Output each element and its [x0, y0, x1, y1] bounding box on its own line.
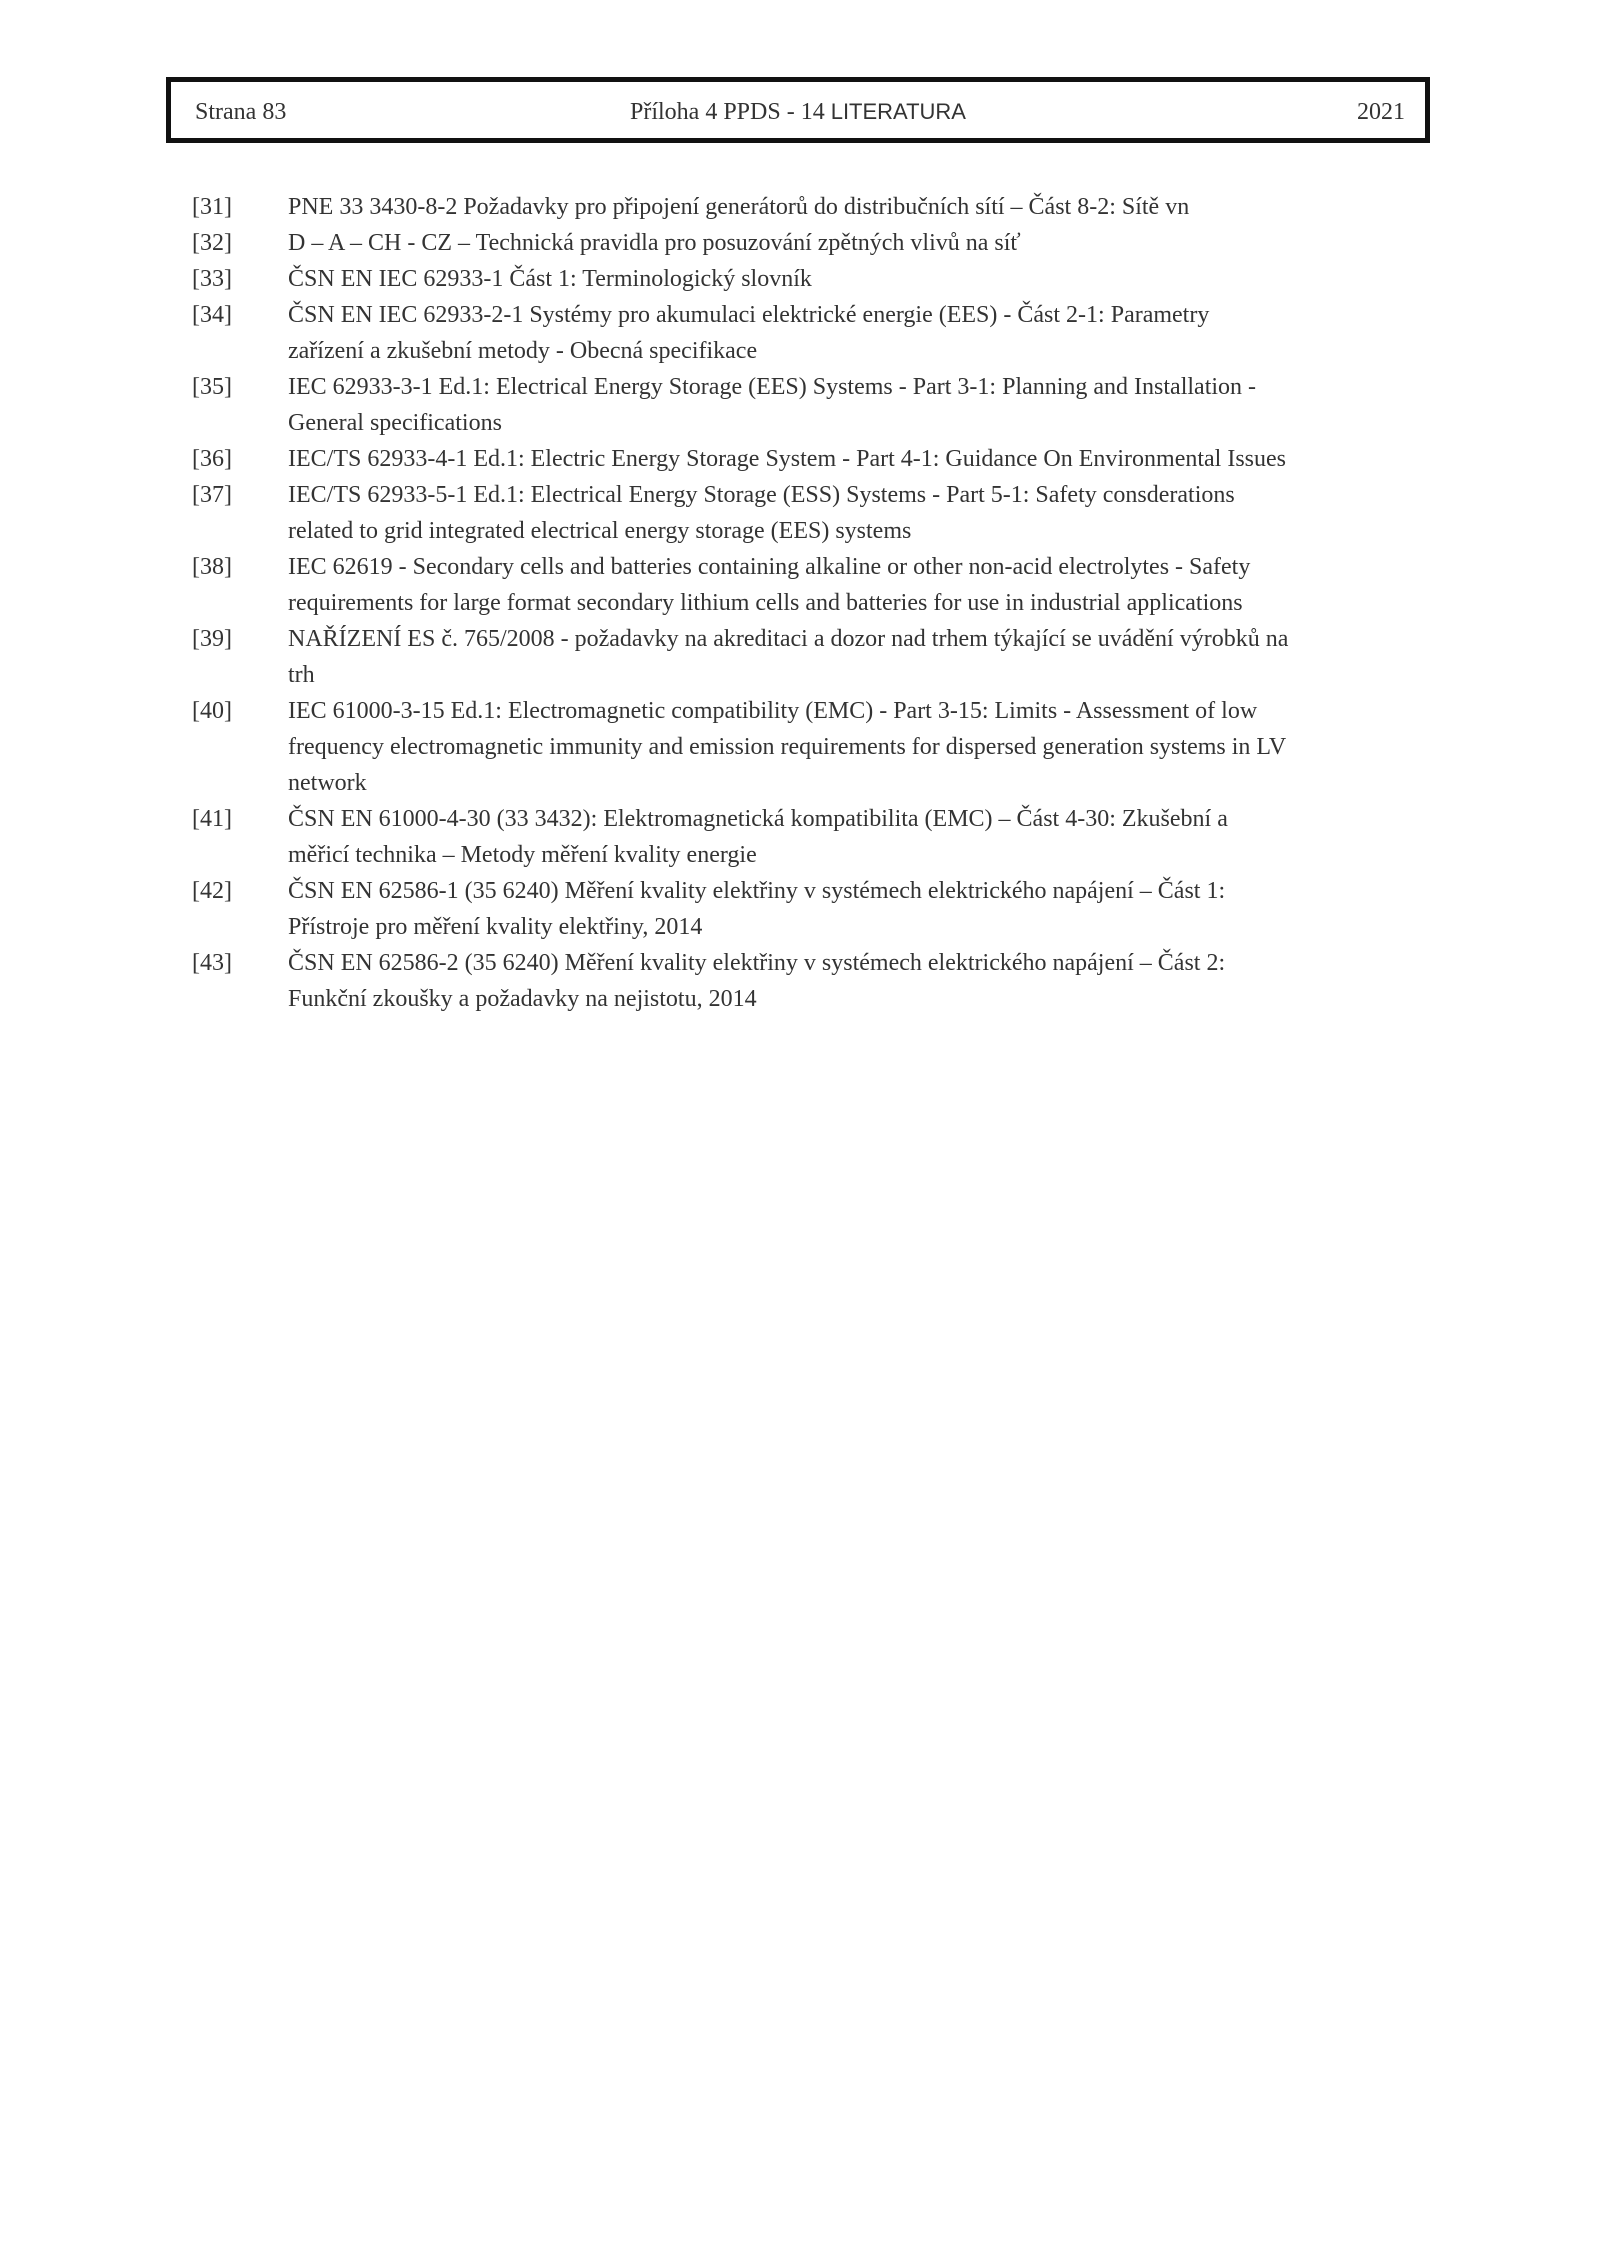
reference-number: [36]	[192, 446, 232, 472]
reference-text: ČSN EN 62586-1 (35 6240) Měření kvality elektřiny v systémech elektrického napájení – Část 1: Přístroje pro měření kvality elektřiny, 2014	[288, 878, 1226, 940]
reference-text: IEC 61000-3-15 Ed.1: Electromagnetic compatibility (EMC) - Part 3-15: Limits - Assessment of low frequency electromagnetic immunity and emission requirements for dispersed generation systems in LV network	[288, 698, 1287, 796]
reference-item	[192, 189, 1432, 225]
header-year: 2021	[1357, 99, 1405, 125]
reference-number: [40]	[192, 698, 232, 724]
reference-text: NAŘÍZENÍ ES č. 765/2008 - požadavky na akreditaci a dozor nad trhem týkající se uvádění výrobků na trh	[288, 626, 1289, 688]
reference-item	[192, 369, 1432, 441]
header-title-section: LITERATURA	[830, 99, 966, 124]
reference-number: [35]	[192, 374, 232, 400]
page-number: Strana 83	[195, 99, 287, 125]
reference-item	[192, 225, 1432, 261]
reference-text: IEC/TS 62933-4-1 Ed.1: Electric Energy Storage System - Part 4-1: Guidance On Environmental Issues	[288, 446, 1287, 472]
reference-item	[192, 549, 1432, 621]
reference-item	[192, 945, 1432, 1017]
reference-list	[192, 189, 1432, 1017]
reference-item	[192, 873, 1432, 945]
reference-item	[192, 441, 1432, 477]
reference-number: [33]	[192, 266, 232, 292]
reference-number: [38]	[192, 554, 232, 580]
reference-item	[192, 297, 1432, 369]
reference-item	[192, 693, 1432, 801]
reference-item	[192, 477, 1432, 549]
reference-text: ČSN EN 62586-2 (35 6240) Měření kvality elektřiny v systémech elektrického napájení – Část 2: Funkční zkoušky a požadavky na nejistotu, 2014	[288, 950, 1226, 1012]
reference-number: [43]	[192, 950, 232, 976]
reference-text: IEC 62619 - Secondary cells and batteries containing alkaline or other non-acid electrolytes - Safety requirements for large format secondary lithium cells and batteries for use in industrial applications	[288, 554, 1251, 616]
reference-item	[192, 621, 1432, 693]
reference-text: IEC/TS 62933-5-1 Ed.1: Electrical Energy Storage (ESS) Systems - Part 5-1: Safety consderations related to grid integrated electrical energy storage (EES) systems	[288, 482, 1235, 544]
reference-text: D – A – CH - CZ – Technická pravidla pro posuzování zpětných vlivů na síť	[288, 230, 1021, 256]
reference-text: ČSN EN IEC 62933-1 Část 1: Terminologický slovník	[288, 266, 812, 292]
reference-number: [39]	[192, 626, 232, 652]
reference-text: ČSN EN 61000-4-30 (33 3432): Elektromagnetická kompatibilita (EMC) – Část 4-30: Zkušební a měřicí technika – Metody měření kvality energie	[288, 806, 1228, 868]
reference-number: [37]	[192, 482, 232, 508]
reference-text: ČSN EN IEC 62933-2-1 Systémy pro akumulaci elektrické energie (EES) - Část 2-1: Parametry zařízení a zkušební metody - Obecná specifikace	[288, 302, 1210, 364]
header-title	[171, 98, 1425, 126]
reference-number: [42]	[192, 878, 232, 904]
reference-item	[192, 801, 1432, 873]
reference-text: IEC 62933-3-1 Ed.1: Electrical Energy Storage (EES) Systems - Part 3-1: Planning and Installation - General specifications	[288, 374, 1257, 436]
reference-item	[192, 261, 1432, 297]
page-header	[166, 77, 1430, 143]
reference-number: [34]	[192, 302, 232, 328]
header-title-prefix: Příloha 4 PPDS - 14	[630, 99, 831, 125]
reference-number: [31]	[192, 194, 232, 220]
reference-number: [41]	[192, 806, 232, 832]
reference-number: [32]	[192, 230, 232, 256]
reference-text: PNE 33 3430-8-2 Požadavky pro připojení generátorů do distribučních sítí – Část 8-2: Sítě vn	[288, 194, 1190, 220]
